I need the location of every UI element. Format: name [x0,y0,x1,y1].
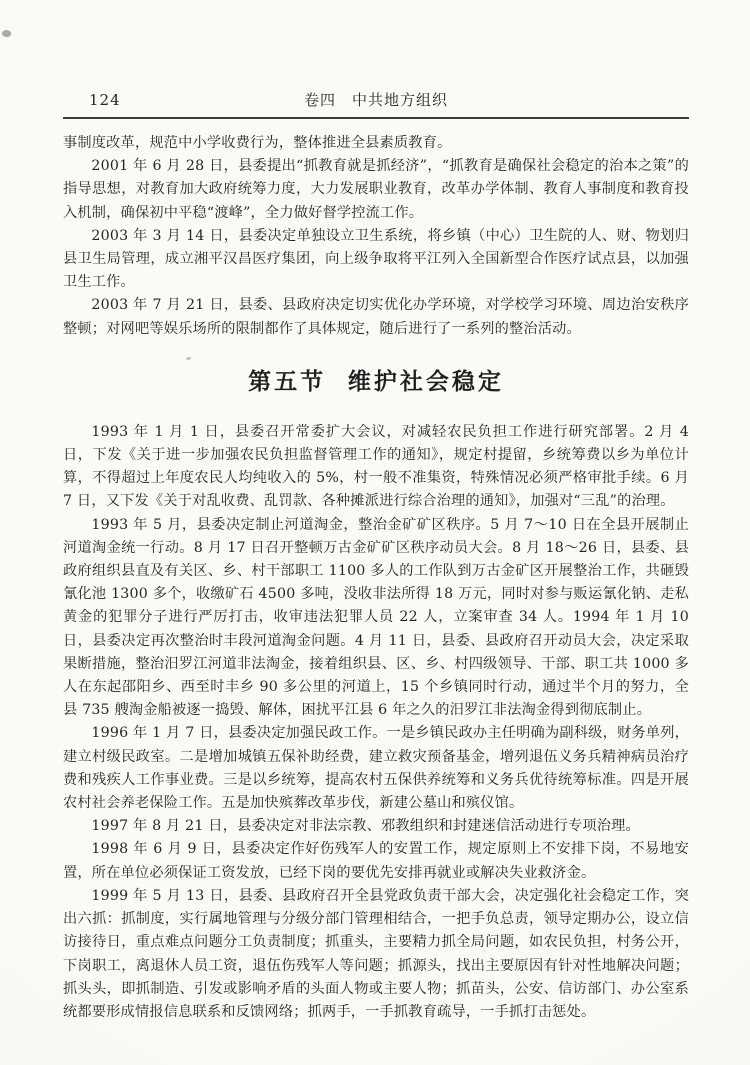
paragraph: 1996 年 1 月 7 日，县委决定加强民政工作。一是乡镇民政办主任明确为副科级，财务单列，建立村级民政室。二是增加城镇五保补助经费，建立救灾预备基金，增列退伍义务兵精神病员治疗费和残疾人工作事业费。三是以乡统筹，提高农村五保供养统筹和义务兵优待统筹标准。四是开展农村社会养老保险工作。五是加快殡葬改革步伐，新建公墓山和殡仪馆。 [63,725,689,812]
paragraph: 2003 年 7 月 21 日，县委、县政府决定切实优化办学环境，对学校学习环境、周边治安秩序整顿；对网吧等娱乐场所的限制都作了具体规定，随后进行了一系列的整治活动。 [63,297,689,337]
paragraph: 2003 年 3 月 14 日，县委决定单独设立卫生系统，将乡镇（中心）卫生院的人、财、物划归县卫生局管理，成立湘平汉昌医疗集团，向上级争取将平江列入全国新型合作医疗试点县，以加强卫生工作。 [63,227,689,291]
paragraph: 1997 年 8 月 21 日，县委决定对非法宗教、邪教组织和封建迷信活动进行专项治理。 [91,818,640,835]
section-title-text: 维护社会稳定 [347,368,504,395]
paragraph: 2001 年 6 月 28 日，县委提出“抓教育就是抓经济”，“抓教育是确保社会稳定的治本之策”的指导思想，对教育加大政府统筹力度，大力发展职业教育，改革办学体制、教育人事制度和教育投入机制，确保初中平稳“渡峰”，全力做好督学控流工作。 [63,158,689,221]
page-content [63,88,689,1024]
paragraph: 1993 年 1 月 1 日，县委召开常委扩大会议，对减轻农民负担工作进行研究部署。2 月 4 日，下发《关于进一步加强农民负担监督管理工作的通知》，规定村提留，乡统筹费以乡为单位计算，不得超过上年度农民人均纯收入的 5%，村一般不准集资，特殊情况必须严格审批手续。6 月 7 日，又下发《关于对乱收费、乱罚款、各种摊派进行综合治理的通知》，加强对“三乱”的治理。 [63,423,689,510]
paragraph: 1999 年 5 月 13 日，县委、县政府召开全县党政负责干部大会，决定强化社会稳定工作，突出六抓：抓制度，实行属地管理与分级分部门管理相结合，一把手负总责，领导定期办公，设立信访接待日，重点难点问题分工负责制度；抓重头，主要精力抓全局问题，如农民负担，村务公开，下岗职工，离退休人员工资，退伍伤残军人等问题；抓源头，找出主要原因有针对性地解决问题；抓头头，即抓制造、引发或影响矛盾的头面人物或主要人物；抓苗头，公安、信访部门、办公室系统都要形成情报信息联系和反馈网络；抓两手，一手抓教育疏导，一手抓打击惩处。 [63,887,689,1020]
page-header [63,88,689,112]
section-title [63,368,689,396]
section-number: 第五节 [248,368,327,395]
paragraph: 1993 年 5 月，县委决定制止河道淘金，整治金矿矿区秩序。5 月 7～10 日在全县开展制止河道淘金统一行动。8 月 17 日召开整顿万古金矿矿区秩序动员大会。8 月 18～26 日，县委、县政府组织县直及有关区、乡、村干部职工 1100 多人的工作队到万古金矿区开展整治工作，共砸毁氰化池 1300 多个，收缴矿石 4500 多吨，没收非法所得 18 万元，同时对参与贩运氰化钠、走私黄金的犯罪分子进行严厉打击，收审违法犯罪人员 22 人，立案审查 34 人。1994 年 1 月 10 日，县委决定再次整治时丰段河道淘金问题。4 月 11 日，县委、县政府召开动员大会，决定采取果断措施，整治汨罗江河道非法淘金，接着组织县、区、乡、村四级领导、干部、职工共 1000 多人在东起邵阳乡、西至时丰乡 90 多公里的河道上，15 个乡镇同时行动，通过半个月的努力，全县 735 艘淘金船被逐一捣毁、解体，困扰平江县 6 年之久的汨罗江非法淘金得到彻底制止。 [63,516,689,719]
page-body [63,132,689,1024]
paragraph: 1998 年 6 月 9 日，县委决定作好伤残军人的安置工作，规定原则上不安排下岗，不易地安置，所在单位必须保证工资发放，已经下岗的要优先安排再就业或解决失业救济金。 [63,841,689,881]
page-number: 124 [89,91,121,109]
paragraph: 事制度改革，规范中小学收费行为，整体推进全县素质教育。 [63,135,452,151]
scan-artifact [1,29,12,38]
header-title: 卷四 中共地方组织 [303,91,448,109]
header-rule [63,117,689,119]
